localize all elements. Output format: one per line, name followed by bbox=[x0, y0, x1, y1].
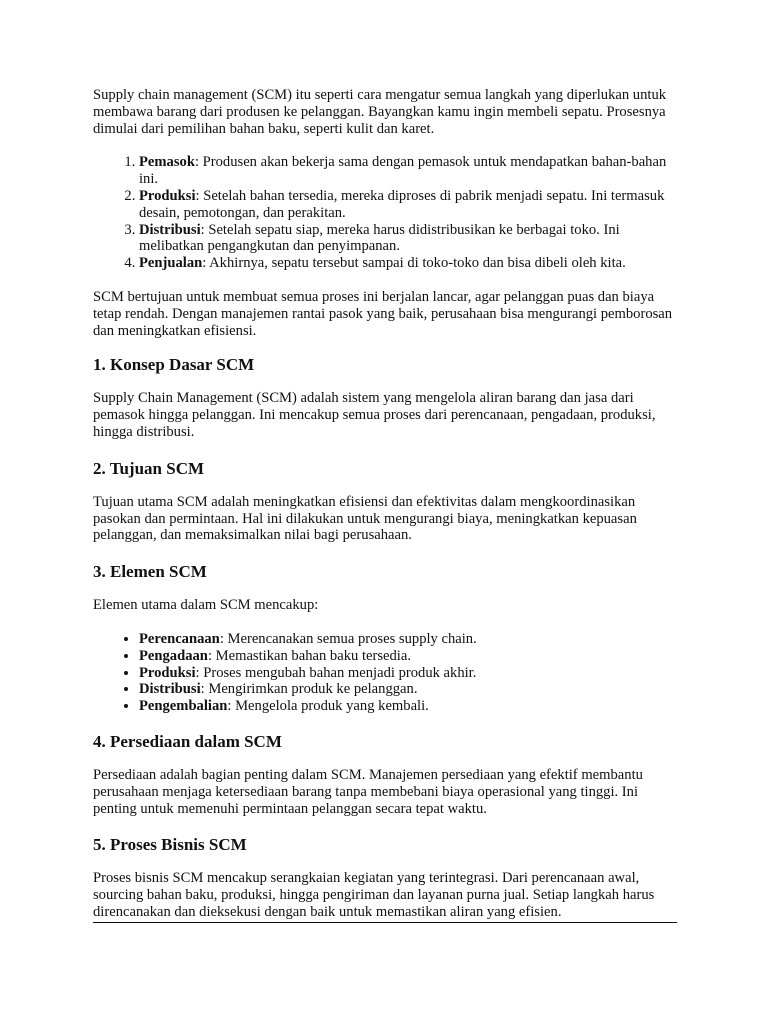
step-desc: : Produsen akan bekerja sama dengan pemasok untuk mendapatkan bahan-bahan ini. bbox=[139, 154, 667, 188]
section-heading-konsep: 1. Konsep Dasar SCM bbox=[93, 355, 255, 375]
list-item bbox=[139, 222, 677, 256]
section-body-tujuan: Tujuan utama SCM adalah meningkatkan efisiensi dan efektivitas dalam mengkoordinasikan pasokan dan permintaan. Hal ini dilakukan untuk mengurangi biaya, meningkatkan kepuasan pelanggan, dan memaksimalkan nilai bagi perusahaan. bbox=[93, 493, 637, 544]
element-desc: : Merencanakan semua proses supply chain. bbox=[219, 630, 477, 647]
element-desc: : Mengirimkan produk ke pelanggan. bbox=[200, 681, 418, 698]
step-desc: : Setelah sepatu siap, mereka harus didistribusikan ke berbagai toko. Ini melibatkan pengangkutan dan penyimpanan. bbox=[139, 221, 620, 255]
element-term: Produksi bbox=[139, 664, 196, 681]
section-heading-proses: 5. Proses Bisnis SCM bbox=[93, 835, 247, 855]
list-item bbox=[139, 255, 677, 272]
element-desc: : Proses mengubah bahan menjadi produk akhir. bbox=[195, 664, 477, 681]
list-item bbox=[139, 648, 677, 665]
step-term: Distribusi bbox=[139, 221, 201, 238]
list-item bbox=[139, 188, 677, 222]
step-desc: : Akhirnya, sepatu tersebut sampai di toko-toko dan bisa dibeli oleh kita. bbox=[202, 255, 626, 272]
section-body-proses: Proses bisnis SCM mencakup serangkaian kegiatan yang terintegrasi. Dari perencanaan awal, sourcing bahan baku, produksi, hingga pengiriman dan layanan purna jual. Setiap langkah harus direncanakan dan dieksekusi dengan baik untuk memastikan aliran yang efisien. bbox=[93, 870, 677, 922]
step-desc: : Setelah bahan tersedia, mereka diproses di pabrik menjadi sepatu. Ini termasuk desain, pemotongan, dan perakitan. bbox=[139, 187, 665, 221]
step-term: Penjualan bbox=[139, 255, 203, 272]
list-item bbox=[139, 154, 677, 188]
document-page bbox=[93, 87, 677, 923]
section-heading-persediaan: 4. Persediaan dalam SCM bbox=[93, 731, 282, 751]
step-term: Produksi bbox=[139, 187, 196, 204]
element-desc: : Memastikan bahan baku tersedia. bbox=[207, 647, 411, 664]
element-term: Pengadaan bbox=[139, 647, 208, 664]
element-term: Perencanaan bbox=[139, 630, 220, 647]
list-item bbox=[139, 681, 677, 698]
section-intro-elemen: Elemen utama dalam SCM mencakup: bbox=[93, 597, 319, 614]
steps-list bbox=[93, 154, 677, 272]
purpose-paragraph: SCM bertujuan untuk membuat semua proses ini berjalan lancar, agar pelanggan puas dan biaya tetap rendah. Dengan manajemen rantai pasok yang baik, perusahaan bisa mengurangi pemborosan dan meningkatkan efisiensi. bbox=[93, 288, 673, 339]
element-term: Distribusi bbox=[139, 681, 201, 698]
intro-paragraph: Supply chain management (SCM) itu seperti cara mengatur semua langkah yang diperlukan untuk membawa barang dari produsen ke pelanggan. Bayangkan kamu ingin membeli sepatu. Prosesnya dimulai dari pemilihan bahan baku, seperti kulit dan karet. bbox=[93, 87, 667, 137]
element-term: Pengembalian bbox=[139, 698, 228, 715]
step-term: Pemasok bbox=[139, 154, 195, 171]
list-item bbox=[139, 665, 677, 682]
list-item bbox=[139, 698, 677, 715]
section-body-konsep: Supply Chain Management (SCM) adalah sistem yang mengelola aliran barang dan jasa dari pemasok hingga pelanggan. Ini mencakup semua proses dari perencanaan, pengadaan, produksi, hingga distribusi. bbox=[93, 390, 656, 440]
list-item bbox=[139, 631, 677, 648]
section-heading-elemen: 3. Elemen SCM bbox=[93, 562, 207, 582]
elements-list bbox=[93, 631, 677, 715]
section-body-persediaan: Persediaan adalah bagian penting dalam SCM. Manajemen persediaan yang efektif membantu perusahaan menjaga ketersediaan barang tanpa membebani biaya operasional yang tinggi. Ini penting untuk memenuhi permintaan pelanggan secara tepat waktu. bbox=[93, 766, 643, 817]
section-heading-tujuan: 2. Tujuan SCM bbox=[93, 458, 205, 478]
element-desc: : Mengelola produk yang kembali. bbox=[227, 698, 429, 715]
